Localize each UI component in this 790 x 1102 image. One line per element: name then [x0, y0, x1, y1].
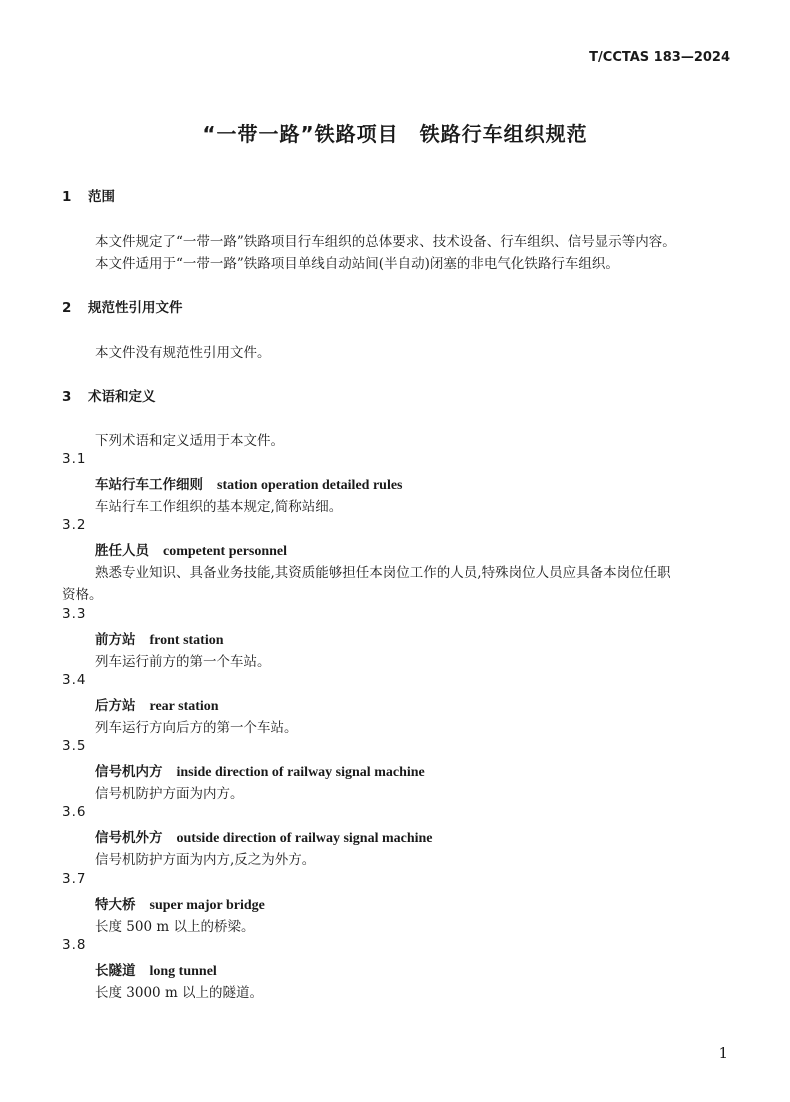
- term-en: station operation detailed rules: [217, 478, 403, 493]
- term-en: rear station: [149, 699, 219, 714]
- section-3-heading: [62, 385, 156, 405]
- term-definition: 熟悉专业知识、具备业务技能,其资质能够担任本岗位工作的人员,特殊岗位人员应具备本岗位任职: [95, 565, 671, 581]
- term-zh: 信号机外方: [95, 830, 163, 846]
- section-number: 3: [62, 389, 72, 405]
- paragraph: 下列术语和定义适用于本文件。: [95, 433, 284, 449]
- term-en: competent personnel: [163, 544, 288, 559]
- term-definition-continued: 资格。: [62, 587, 103, 603]
- section-number: 1: [62, 189, 72, 205]
- term-en: front station: [149, 633, 224, 648]
- term-heading: [95, 893, 265, 914]
- section-number: 2: [62, 300, 72, 316]
- term-en: inside direction of railway signal machine: [176, 765, 425, 780]
- term-heading: [95, 539, 287, 560]
- term-number: 3.6: [62, 804, 87, 820]
- section-title: 范围: [88, 189, 115, 205]
- term-heading: [95, 694, 219, 715]
- term-number: 3.4: [62, 672, 87, 688]
- term-definition: 长度 3000 m 以上的隧道。: [95, 985, 264, 1001]
- term-zh: 车站行车工作细则: [95, 477, 203, 493]
- term-heading: [95, 473, 403, 494]
- standard-code: T/CCTAS 183—2024: [589, 50, 730, 65]
- section-title: 术语和定义: [88, 389, 156, 405]
- term-number: 3.7: [62, 871, 87, 887]
- section-1-heading: [62, 185, 115, 205]
- term-en: outside direction of railway signal machine: [176, 831, 433, 846]
- paragraph: 本文件适用于“一带一路”铁路项目单线自动站间(半自动)闭塞的非电气化铁路行车组织。: [95, 256, 619, 272]
- term-zh: 信号机内方: [95, 764, 163, 780]
- term-heading: [95, 959, 217, 980]
- term-heading: [95, 826, 433, 847]
- section-2-heading: [62, 296, 183, 316]
- term-definition: 长度 500 m 以上的桥梁。: [95, 919, 255, 935]
- paragraph: 本文件规定了“一带一路”铁路项目行车组织的总体要求、技术设备、行车组织、信号显示等内容。: [95, 234, 676, 250]
- term-heading: [95, 760, 425, 781]
- term-definition: 车站行车工作组织的基本规定,简称站细。: [95, 499, 343, 515]
- term-en: long tunnel: [149, 964, 217, 979]
- term-definition: 信号机防护方面为内方。: [95, 786, 244, 802]
- term-definition: 信号机防护方面为内方,反之为外方。: [95, 852, 316, 868]
- term-zh: 前方站: [95, 632, 136, 648]
- term-zh: 后方站: [95, 698, 136, 714]
- term-zh: 胜任人员: [95, 543, 149, 559]
- term-number: 3.3: [62, 606, 87, 622]
- term-number: 3.8: [62, 937, 87, 953]
- term-number: 3.2: [62, 517, 87, 533]
- paragraph: 本文件没有规范性引用文件。: [95, 345, 271, 361]
- term-definition: 列车运行前方的第一个车站。: [95, 654, 271, 670]
- term-en: super major bridge: [149, 898, 265, 913]
- section-title: 规范性引用文件: [88, 300, 183, 316]
- document-title: “一带一路”铁路项目 铁路行车组织规范: [202, 122, 588, 146]
- page-number: 1: [718, 1044, 728, 1062]
- term-definition: 列车运行方向后方的第一个车站。: [95, 720, 298, 736]
- term-heading: [95, 628, 224, 649]
- term-zh: 长隧道: [95, 963, 136, 979]
- term-zh: 特大桥: [95, 897, 136, 913]
- term-number: 3.5: [62, 738, 87, 754]
- term-number: 3.1: [62, 451, 87, 467]
